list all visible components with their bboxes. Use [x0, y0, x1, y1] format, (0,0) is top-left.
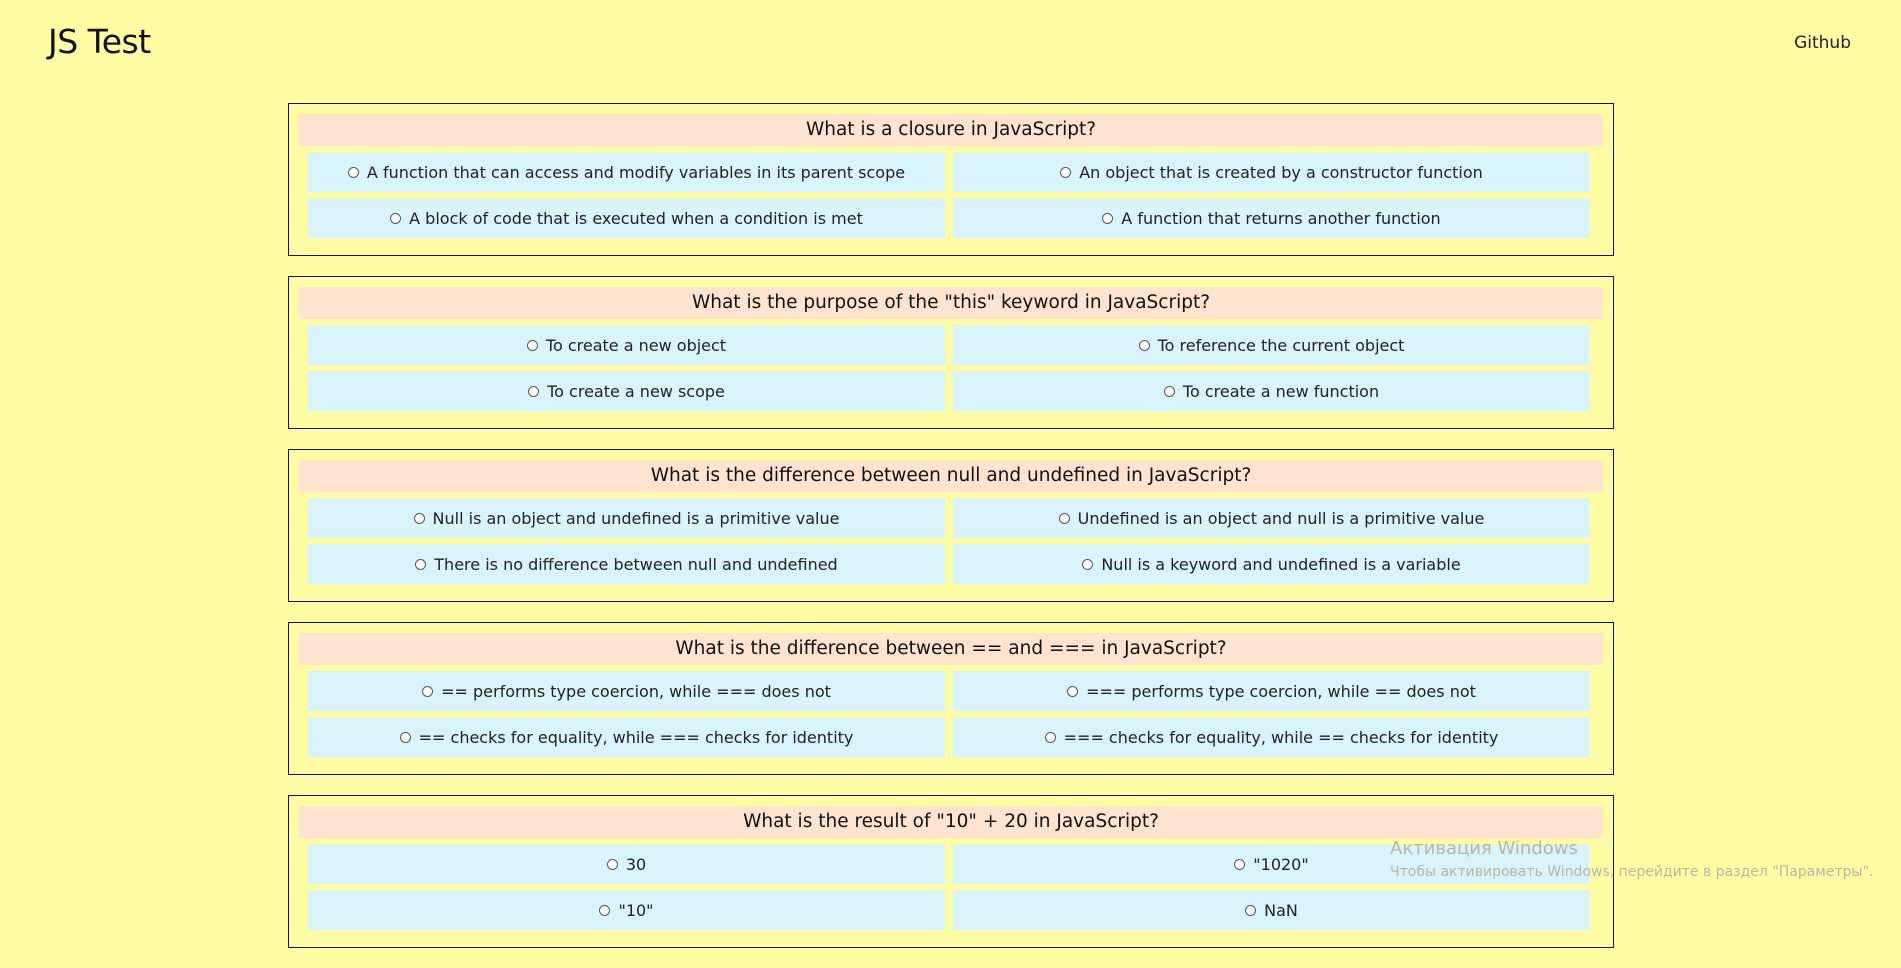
radio-button[interactable] — [390, 213, 401, 224]
answer-label: To create a new function — [1182, 381, 1380, 401]
answer-label: Null is a keyword and undefined is a variable — [1101, 554, 1461, 574]
radio-button[interactable] — [1045, 732, 1056, 743]
answer-option[interactable] — [953, 498, 1590, 538]
github-link[interactable]: Github — [1794, 33, 1851, 53]
answer-option[interactable] — [953, 152, 1590, 192]
answer-option[interactable] — [308, 671, 945, 711]
answer-label: Null is an object and undefined is a primitive value — [432, 508, 840, 528]
answer-label: NaN — [1264, 900, 1298, 920]
answer-option[interactable] — [308, 152, 945, 192]
answer-label: A function that returns another function — [1121, 208, 1441, 228]
question-title: What is the purpose of the "this" keyword in JavaScript? — [299, 287, 1603, 319]
header — [0, 0, 1901, 90]
question-title: What is the difference between == and === in JavaScript? — [299, 633, 1603, 665]
question-card — [288, 622, 1614, 775]
radio-button[interactable] — [607, 859, 618, 870]
answer-option[interactable] — [953, 544, 1590, 584]
answer-label: == checks for equality, while === checks for identity — [418, 727, 854, 747]
question-title: What is the difference between null and undefined in JavaScript? — [299, 460, 1603, 492]
answer-options — [299, 325, 1603, 411]
answer-label: "10" — [618, 900, 654, 920]
watermark-title: Активация Windows — [1390, 838, 1578, 859]
radio-button[interactable] — [1102, 213, 1113, 224]
answer-option[interactable] — [953, 325, 1590, 365]
answer-label: To create a new object — [545, 335, 727, 355]
answer-label: A function that can access and modify variables in its parent scope — [366, 162, 906, 182]
radio-button[interactable] — [528, 386, 539, 397]
answer-option[interactable] — [308, 325, 945, 365]
watermark-subtitle: Чтобы активировать Windows, перейдите в раздел "Параметры". — [1390, 864, 1874, 880]
radio-button[interactable] — [1059, 513, 1070, 524]
answer-label: == performs type coercion, while === does not — [441, 681, 831, 701]
windows-activation-watermark — [1390, 838, 1873, 880]
app-title: JS Test — [48, 22, 151, 61]
answer-option[interactable] — [308, 844, 945, 884]
answer-label: An object that is created by a constructor function — [1079, 162, 1483, 182]
answer-option[interactable] — [308, 544, 945, 584]
answer-label: To create a new scope — [547, 381, 725, 401]
question-card — [288, 449, 1614, 602]
answer-option[interactable] — [308, 890, 945, 930]
answer-option[interactable] — [953, 890, 1590, 930]
question-card — [288, 276, 1614, 429]
radio-button[interactable] — [1060, 167, 1071, 178]
answer-option[interactable] — [308, 198, 945, 238]
answer-options — [299, 498, 1603, 584]
answer-option[interactable] — [308, 371, 945, 411]
radio-button[interactable] — [414, 513, 425, 524]
radio-button[interactable] — [527, 340, 538, 351]
answer-option[interactable] — [308, 498, 945, 538]
answer-label: 30 — [625, 854, 647, 874]
answer-option[interactable] — [953, 671, 1590, 711]
radio-button[interactable] — [348, 167, 359, 178]
answer-label: To reference the current object — [1157, 335, 1405, 355]
radio-button[interactable] — [1082, 559, 1093, 570]
answer-options — [299, 671, 1603, 757]
radio-button[interactable] — [1164, 386, 1175, 397]
answer-option[interactable] — [308, 717, 945, 757]
answer-option[interactable] — [953, 717, 1590, 757]
radio-button[interactable] — [422, 686, 433, 697]
radio-button[interactable] — [1139, 340, 1150, 351]
answer-option[interactable] — [953, 371, 1590, 411]
question-card — [288, 103, 1614, 256]
question-title: What is the result of "10" + 20 in JavaScript? — [299, 806, 1603, 838]
radio-button[interactable] — [1245, 905, 1256, 916]
radio-button[interactable] — [1067, 686, 1078, 697]
answer-label: === checks for equality, while == checks for identity — [1063, 727, 1499, 747]
question-title: What is a closure in JavaScript? — [299, 114, 1603, 146]
answer-label: "1020" — [1253, 854, 1309, 874]
radio-button[interactable] — [599, 905, 610, 916]
answer-label: There is no difference between null and undefined — [434, 554, 838, 574]
radio-button[interactable] — [1234, 859, 1245, 870]
radio-button[interactable] — [415, 559, 426, 570]
answer-options — [299, 152, 1603, 238]
answer-label: Undefined is an object and null is a primitive value — [1077, 508, 1485, 528]
answer-label: === performs type coercion, while == does not — [1086, 681, 1476, 701]
answer-option[interactable] — [953, 198, 1590, 238]
radio-button[interactable] — [400, 732, 411, 743]
answer-label: A block of code that is executed when a condition is met — [409, 208, 863, 228]
